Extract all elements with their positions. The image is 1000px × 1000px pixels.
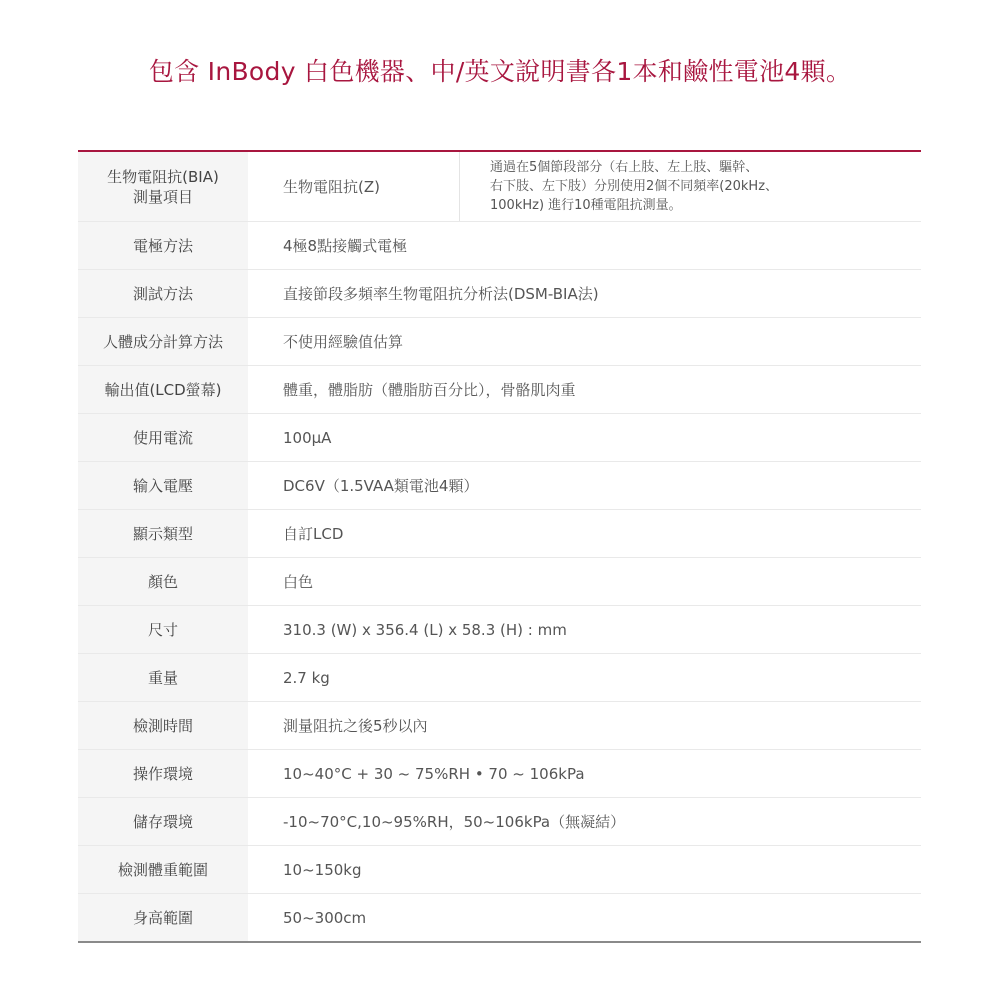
spec-label: 尺寸 [78, 606, 248, 653]
spec-label [78, 152, 248, 221]
page-heading: 包含 InBody 白色機器、中/英文說明書各1本和鹼性電池4顆。 [148, 57, 852, 86]
spec-label: 檢測時間 [78, 702, 248, 749]
spec-value: 50~300cm [283, 908, 367, 927]
spec-value: 自訂LCD [283, 525, 344, 543]
spec-value: 4極8點接觸式電極 [283, 237, 408, 255]
spec-value: 2.7 kg [283, 668, 330, 687]
spec-label: 人體成分計算方法 [78, 318, 248, 365]
spec-value: 測量阻抗之後5秒以內 [283, 717, 428, 735]
spec-row [78, 462, 921, 510]
spec-row [78, 366, 921, 414]
spec-label: 操作環境 [78, 750, 248, 797]
spec-row [78, 750, 921, 798]
spec-value [248, 152, 921, 221]
spec-row [78, 654, 921, 702]
spec-label: 輸出值(LCD螢幕) [78, 366, 248, 413]
bia-value: 生物電阻抗(Z) [248, 152, 460, 221]
spec-label: 身高範圍 [78, 894, 248, 941]
spec-label: 檢測體重範圍 [78, 846, 248, 893]
spec-label: 儲存環境 [78, 798, 248, 845]
spec-label: 使用電流 [78, 414, 248, 461]
spec-value: -10~70°C,10~95%RH，50~106kPa（無凝結） [283, 813, 626, 831]
spec-label: 顏色 [78, 558, 248, 605]
spec-value: DC6V（1.5VAA類電池4顆） [283, 477, 479, 495]
spec-row [78, 606, 921, 654]
spec-label: 输入電壓 [78, 462, 248, 509]
spec-table [78, 150, 921, 943]
bia-detail-line: 100kHz) 進行10種電阻抗測量。 [490, 198, 682, 213]
spec-row [78, 846, 921, 894]
spec-row [78, 558, 921, 606]
spec-value: 10~40°C + 30 ~ 75%RH • 70 ~ 106kPa [283, 764, 585, 783]
spec-label: 電極方法 [78, 222, 248, 269]
bia-detail-line: 通過在5個節段部分（右上肢、左上肢、驅幹、 [490, 160, 759, 175]
spec-row-bia [78, 152, 921, 222]
spec-value: 白色 [283, 573, 314, 591]
spec-value: 不使用經驗值估算 [283, 333, 404, 351]
spec-row [78, 894, 921, 941]
spec-label-line: 測量項目 [132, 187, 193, 206]
bia-detail [460, 158, 921, 215]
spec-row [78, 510, 921, 558]
spec-row [78, 702, 921, 750]
spec-row [78, 222, 921, 270]
spec-value: 體重，體脂肪（體脂肪百分比），骨骼肌肉重 [283, 381, 576, 399]
spec-value: 310.3 (W) x 356.4 (L) x 58.3 (H) : mm [283, 620, 567, 639]
spec-row [78, 414, 921, 462]
bia-detail-line: 右下肢、左下肢）分別使用2個不同頻率(20kHz、 [490, 179, 779, 194]
spec-label: 重量 [78, 654, 248, 701]
spec-label: 測試方法 [78, 270, 248, 317]
spec-label: 顯示類型 [78, 510, 248, 557]
spec-row [78, 798, 921, 846]
spec-value: 10~150kg [283, 860, 362, 879]
spec-value: 100μA [283, 428, 332, 447]
spec-row [78, 318, 921, 366]
spec-row [78, 270, 921, 318]
spec-label-line: 生物電阻抗(BIA) [107, 167, 219, 186]
spec-value: 直接節段多頻率生物電阻抗分析法(DSM-BIA法) [283, 285, 599, 303]
